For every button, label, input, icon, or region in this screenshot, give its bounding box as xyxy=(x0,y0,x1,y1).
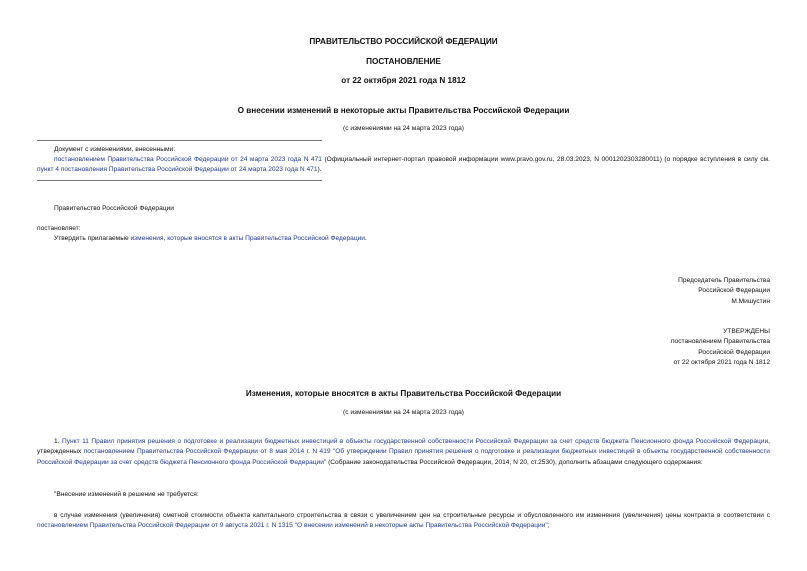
approval-block xyxy=(530,327,770,369)
approved-country: Российской Федерации xyxy=(698,348,770,356)
resolution-1315-link[interactable]: постановлением Правительства Российской Федерации от 9 августа 2021 г. N 1315 "О внесении изменений в некоторые акты Правительства Российской Федерации" xyxy=(37,522,548,530)
changes-label: Документ с изменениями, внесенными: xyxy=(54,146,176,153)
bottom-divider xyxy=(37,180,322,181)
quote-line: "Внесение изменений в решение не требуется: xyxy=(54,491,199,498)
paragraph-2: в случае изменения (увеличения) сметной стоимости объекта капитального строительства в связи с увеличением цен на строительные ресурсы и обусловленного им изменения (увеличения) цены контракта в соответствии с постановлением Правительства Российской Федерации от 9 августа 2021 г. N 1315 "О внесении изменений в некоторые акты Правительства Российской Федерации"; xyxy=(37,512,770,530)
amendment-link-471[interactable]: постановлением Правительства Российской Федерации от 24 марта 2023 года N 471 xyxy=(54,156,322,163)
signature-position: Председатель Правительства xyxy=(678,277,770,284)
annex-title: Изменения, которые вносятся в акты Правительства Российской Федерации xyxy=(245,389,562,398)
annex-amendment-note: (с изменениями на 24 марта 2023 года) xyxy=(343,409,464,416)
government-name: Правительство Российской Федерации xyxy=(54,205,174,212)
paragraph-1: 1. Пункт 11 Правил принятия решения о подготовке и реализации бюджетных инвестиций в объекты государственной собственности Российской Федерации за счет средств бюджета Пенсионного фонда Российской Федерации, утвержденных постановлением Правительства Российской Федерации от 8 мая 2014 г. N 419 "Об утверждении Правил принятия решения о подготовке и реализации бюджетных инвестиций в объекты государственной собственности Российской Федерации за счет средств бюджета Пенсионного фонда Российской Федерации" (Собрание законодательства Российской Федерации, 2014, N 20, ст.2530), дополнить абзацами следующего содержания: xyxy=(37,438,770,466)
signature-name: М.Мишустин xyxy=(731,297,770,305)
resolves-label: постановляет: xyxy=(37,225,81,232)
rules-item-11-link[interactable]: Пункт 11 Правил принятия решения о подготовке и реализации бюджетных инвестиций в объекты государственной собственности Российской Федерации за счет средств бюджета Пенсионного фонда Российской Федерации xyxy=(61,438,769,445)
document-date: от 22 октября 2021 года N 1812 xyxy=(341,76,466,85)
approved-by: постановлением Правительства xyxy=(670,338,770,346)
amendment-note: (с изменениями на 24 марта 2023 года) xyxy=(343,125,464,132)
signature-country: Российской Федерации xyxy=(698,287,770,295)
approved-date: от 22 октября 2021 года N 1812 xyxy=(673,359,770,367)
top-divider xyxy=(37,140,322,141)
changes-annex-link[interactable]: изменения, которые вносятся в акты Правительства Российской Федерации xyxy=(130,235,365,242)
signature-block xyxy=(530,276,770,307)
entry-into-force-link[interactable]: пункт 4 постановления Правительства Российской Федерации от 24 марта 2023 года N 471 xyxy=(37,166,318,174)
approved-heading: УТВЕРЖДЕНЫ xyxy=(723,328,770,335)
government-title: ПРАВИТЕЛЬСТВО РОССИЙСКОЙ ФЕДЕРАЦИИ xyxy=(309,37,498,46)
document-type: ПОСТАНОВЛЕНИЕ xyxy=(366,57,441,66)
changes-text: постановлением Правительства Российской Федерации от 24 марта 2023 года N 471 (Официальный интернет-портал правовой информации www.pravo.gov.ru, 28.03.2023, N 0001202303280011) (о порядке вступления в силу см. пункт 4 постановления Правительства Российской Федерации от 24 марта 2023 года N 471). xyxy=(37,156,770,174)
resolution-419-link[interactable]: постановлением Правительства Российской Федерации от 8 мая 2014 г. N 419 "Об утверждении Правил принятия решения о подготовке и реализации бюджетных инвестиций в объекты государственной собственности Российской Федерации за счет средств бюджета Пенсионного фонда Российской Федерации" xyxy=(37,448,770,466)
approve-paragraph: Утвердить прилагаемые изменения, которые вносятся в акты Правительства Российской Федерации. xyxy=(54,235,367,242)
changes-source-text: (Официальный интернет-портал правовой информации www.pravo.gov.ru, 28.03.2023, N 0001202303280011) (о порядке вступления в силу см. xyxy=(321,156,770,163)
document-title: О внесении изменений в некоторые акты Правительства Российской Федерации xyxy=(237,106,570,115)
